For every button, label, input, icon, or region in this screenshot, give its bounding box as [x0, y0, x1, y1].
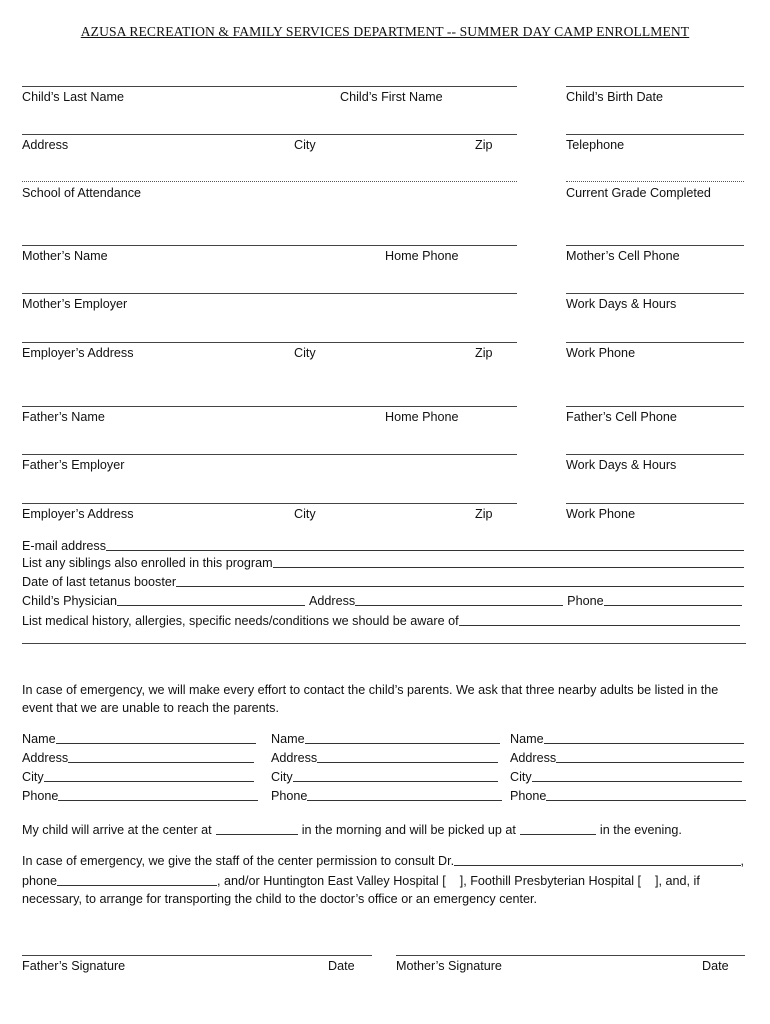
contact2-name-row: [271, 731, 500, 746]
physician-phone-label: Phone: [567, 594, 604, 608]
tetanus-row: [22, 574, 744, 589]
child-zip-label: Zip: [475, 138, 493, 152]
child-name-line[interactable]: [22, 86, 517, 87]
father-work-phone-line[interactable]: [566, 503, 744, 504]
father-work-phone-label: Work Phone: [566, 507, 636, 521]
father-employer-city-label: City: [294, 507, 316, 521]
doctor-name-field[interactable]: [454, 853, 740, 866]
contact3-name-field[interactable]: [544, 731, 744, 744]
contact3-phone-row: [510, 788, 746, 803]
mother-employer-zip-label: Zip: [475, 346, 493, 360]
form-title: AZUSA RECREATION & FAMILY SERVICES DEPARTMENT -- SUMMER DAY CAMP ENROLLMENT: [80, 24, 690, 39]
permission-row-2: [22, 873, 746, 888]
mother-employer-line[interactable]: [22, 293, 517, 294]
mother-employer-address-label: Employer’s Address: [22, 346, 134, 360]
contact3-address-field[interactable]: [556, 750, 744, 763]
physician-phone-field[interactable]: [604, 593, 742, 606]
child-telephone-label: Telephone: [566, 138, 625, 152]
mother-home-phone-label: Home Phone: [385, 249, 459, 263]
contact2-address-field[interactable]: [317, 750, 498, 763]
father-home-phone-label: Home Phone: [385, 410, 459, 424]
doctor-phone-label: phone: [22, 874, 58, 888]
grade-label: Current Grade Completed: [566, 186, 711, 200]
emergency-intro: In case of emergency, we will make every effort to contact the child’s parents. We ask that three nearby adults be listed in the event that we are unable to reach the parents.: [22, 683, 719, 715]
father-work-days-line[interactable]: [566, 454, 744, 455]
contact1-city-label: City: [22, 770, 44, 784]
arrival-text-3: in the evening.: [599, 823, 682, 837]
contact1-phone-field[interactable]: [58, 788, 258, 801]
father-name-label: Father’s Name: [22, 410, 105, 424]
child-first-name-label: Child’s First Name: [340, 90, 443, 104]
mother-work-phone-label: Work Phone: [566, 346, 636, 360]
father-employer-label: Father’s Employer: [22, 458, 125, 472]
child-telephone-line[interactable]: [566, 134, 744, 135]
arrival-text-2: in the morning and will be picked up at: [301, 823, 516, 837]
permission-text-3: ], Foothill Presbyterian Hospital [: [459, 874, 642, 888]
tetanus-field[interactable]: [176, 574, 744, 587]
grade-line[interactable]: [566, 181, 744, 182]
permission-comma: ,: [740, 854, 744, 868]
father-employer-address-label: Employer’s Address: [22, 507, 134, 521]
mother-employer-address-line[interactable]: [22, 342, 517, 343]
father-employer-line[interactable]: [22, 454, 517, 455]
mother-employer-city-label: City: [294, 346, 316, 360]
father-work-days-label: Work Days & Hours: [566, 458, 677, 472]
mother-work-phone-line[interactable]: [566, 342, 744, 343]
contact1-city-row: [22, 769, 254, 784]
school-line[interactable]: [22, 181, 517, 182]
physician-address-field[interactable]: [355, 593, 563, 606]
father-name-line[interactable]: [22, 406, 517, 407]
contact1-address-field[interactable]: [68, 750, 254, 763]
contact1-phone-row: [22, 788, 258, 803]
mother-date-label: Date: [702, 959, 729, 973]
mother-cell-line[interactable]: [566, 245, 744, 246]
permission-text-5: necessary, to arrange for transporting the child to the doctor’s office or an emergency center.: [22, 892, 537, 906]
siblings-row: [22, 555, 744, 570]
father-cell-line[interactable]: [566, 406, 744, 407]
mother-cell-phone-label: Mother’s Cell Phone: [566, 249, 680, 263]
contact1-city-field[interactable]: [44, 769, 254, 782]
email-row: [22, 538, 744, 553]
physician-address-label: Address: [308, 594, 356, 608]
contact2-city-label: City: [271, 770, 293, 784]
contact2-phone-row: [271, 788, 502, 803]
medical-label: List medical history, allergies, specific needs/conditions we should be aware of: [22, 614, 459, 628]
doctor-phone-field[interactable]: [57, 873, 217, 886]
arrival-row: [22, 822, 682, 837]
father-signature-line[interactable]: [22, 955, 372, 956]
physician-field[interactable]: [117, 593, 305, 606]
medical-extra-line[interactable]: [22, 643, 746, 644]
contact1-name-label: Name: [22, 732, 56, 746]
father-signature-label: Father’s Signature: [22, 959, 126, 973]
contact1-phone-label: Phone: [22, 789, 59, 803]
child-address-label: Address: [22, 138, 69, 152]
contact2-address-row: [271, 750, 498, 765]
contact3-address-row: [510, 750, 744, 765]
contact2-phone-field[interactable]: [307, 788, 502, 801]
contact3-phone-field[interactable]: [546, 788, 746, 801]
contact2-name-label: Name: [271, 732, 305, 746]
father-cell-phone-label: Father’s Cell Phone: [566, 410, 677, 424]
permission-text-4: ], and, if: [655, 874, 700, 888]
mother-work-days-label: Work Days & Hours: [566, 297, 677, 311]
contact2-city-field[interactable]: [293, 769, 498, 782]
contact1-name-row: [22, 731, 256, 746]
child-birth-date-label: Child’s Birth Date: [566, 90, 664, 104]
child-city-label: City: [294, 138, 316, 152]
father-date-label: Date: [328, 959, 355, 973]
child-birth-date-line[interactable]: [566, 86, 744, 87]
child-last-name-label: Child’s Last Name: [22, 90, 124, 104]
contact1-name-field[interactable]: [56, 731, 256, 744]
contact2-address-label: Address: [271, 751, 318, 765]
email-label: E-mail address: [22, 539, 106, 553]
physician-label: Child’s Physician: [22, 594, 117, 608]
contact2-name-field[interactable]: [305, 731, 500, 744]
contact3-city-label: City: [510, 770, 532, 784]
contact3-city-row: [510, 769, 742, 784]
mother-name-label: Mother’s Name: [22, 249, 108, 263]
father-employer-address-line[interactable]: [22, 503, 517, 504]
contact3-name-label: Name: [510, 732, 544, 746]
tetanus-label: Date of last tetanus booster: [22, 575, 177, 589]
father-employer-zip-label: Zip: [475, 507, 493, 521]
mother-work-days-line[interactable]: [566, 293, 744, 294]
pickup-time-field[interactable]: [520, 822, 596, 835]
mother-signature-line[interactable]: [396, 955, 745, 956]
permission-text-2: , and/or Huntington East Valley Hospital [: [217, 874, 446, 888]
contact3-address-label: Address: [510, 751, 557, 765]
contact2-city-row: [271, 769, 498, 784]
child-address-line[interactable]: [22, 134, 517, 135]
medical-row: [22, 613, 740, 628]
contact3-city-field[interactable]: [532, 769, 742, 782]
contact2-phone-label: Phone: [271, 789, 308, 803]
mother-name-line[interactable]: [22, 245, 517, 246]
physician-row: [22, 593, 742, 608]
siblings-label: List any siblings also enrolled in this program: [22, 556, 273, 570]
permission-text-1: In case of emergency, we give the staff of the center permission to consult Dr.: [22, 854, 455, 868]
school-label: School of Attendance: [22, 186, 142, 200]
contact3-phone-label: Phone: [510, 789, 547, 803]
contact3-name-row: [510, 731, 744, 746]
siblings-field[interactable]: [273, 555, 744, 568]
email-field[interactable]: [106, 538, 744, 551]
arrival-time-field[interactable]: [216, 822, 298, 835]
contact1-address-label: Address: [22, 751, 69, 765]
arrival-text-1: My child will arrive at the center at: [22, 823, 212, 837]
mother-signature-label: Mother’s Signature: [396, 959, 502, 973]
medical-field[interactable]: [459, 613, 740, 626]
contact1-address-row: [22, 750, 254, 765]
permission-row-1: [22, 853, 744, 868]
mother-employer-label: Mother’s Employer: [22, 297, 128, 311]
